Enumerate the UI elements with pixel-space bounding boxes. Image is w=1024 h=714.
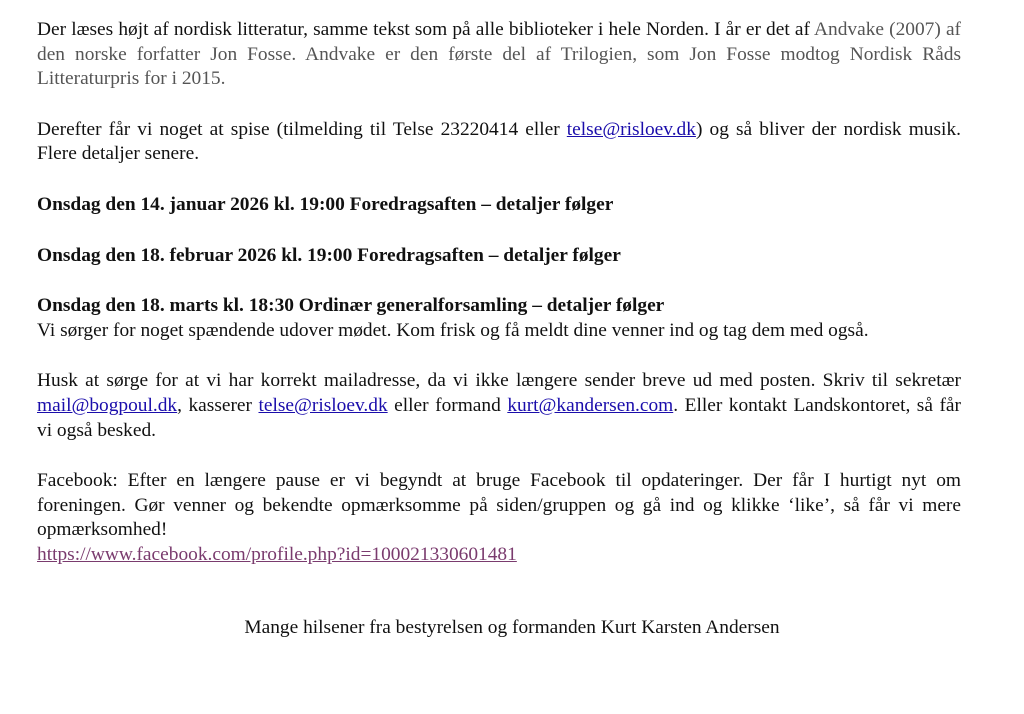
spacer	[37, 443, 961, 469]
spacer	[37, 92, 961, 118]
signoff: Mange hilsener fra bestyrelsen og formanden Kurt Karsten Andersen	[244, 617, 780, 638]
dinner-text-before: Derefter får vi noget at spise (tilmelding til Telse 23220414 eller	[37, 118, 567, 140]
telse-email-link[interactable]: telse@risloev.dk	[566, 118, 696, 140]
spacer	[37, 167, 961, 193]
treasurer-email-link[interactable]: telse@risloev.dk	[258, 394, 388, 416]
contact-text-4: . Eller kontakt Landskontoret, så får vi også besked.	[37, 394, 961, 441]
secretary-email-link[interactable]: mail@bogpoul.dk	[37, 394, 178, 416]
contact-text-1: Husk at sørge for at vi har korrekt mailadresse, da vi ikke længere sender breve ud med posten. Skriv til sekretær	[37, 370, 961, 392]
facebook-link-line	[37, 543, 961, 568]
facebook-paragraph: Facebook: Efter en længere pause er vi begyndt at bruge Facebook til opdateringer. Der får I hurtigt nyt om foreningen. Gør venner og bekendte opmærksomme på siden/gruppen og gå ind og klikke ‘like’, så får vi mere opmærksomhed!	[37, 470, 961, 541]
spacer	[37, 343, 961, 369]
dinner-text-after: ) og så bliver der nordisk musik. Flere detaljer senere.	[37, 118, 961, 165]
event-february: Onsdag den 18. februar 2026 kl. 19:00 Foredragsaften – detaljer følger	[37, 244, 621, 266]
event-march-description: Vi sørger for noget spændende udover mødet. Kom frisk og få meldt dine venner ind og tag dem med også.	[37, 319, 869, 341]
spacer	[37, 218, 961, 244]
document-body	[37, 18, 961, 568]
intro-rest: Andvake (2007) af den norske forfatter Jon Fosse. Andvake er den første del af Trilogien, som Jon Fosse modtog Nordisk Råds Litteraturpris for i 2015.	[37, 19, 962, 90]
facebook-link[interactable]: https://www.facebook.com/profile.php?id=100021330601481	[37, 543, 517, 565]
event-january: Onsdag den 14. januar 2026 kl. 19:00 Foredragsaften – detaljer følger	[37, 193, 614, 215]
event-march: Onsdag den 18. marts kl. 18:30 Ordinær generalforsamling – detaljer følger	[37, 295, 665, 317]
contact-text-2: , kasserer	[177, 394, 259, 416]
contact-paragraph	[37, 369, 961, 443]
intro-paragraph	[37, 18, 961, 92]
dinner-paragraph	[37, 118, 961, 167]
chair-email-link[interactable]: kurt@kandersen.com	[507, 394, 674, 416]
spacer	[37, 268, 961, 294]
intro-line-1: Der læses højt af nordisk litteratur, samme tekst som på alle biblioteker i hele Norden. I år er det af	[37, 19, 810, 40]
contact-text-3: eller formand	[387, 394, 508, 416]
